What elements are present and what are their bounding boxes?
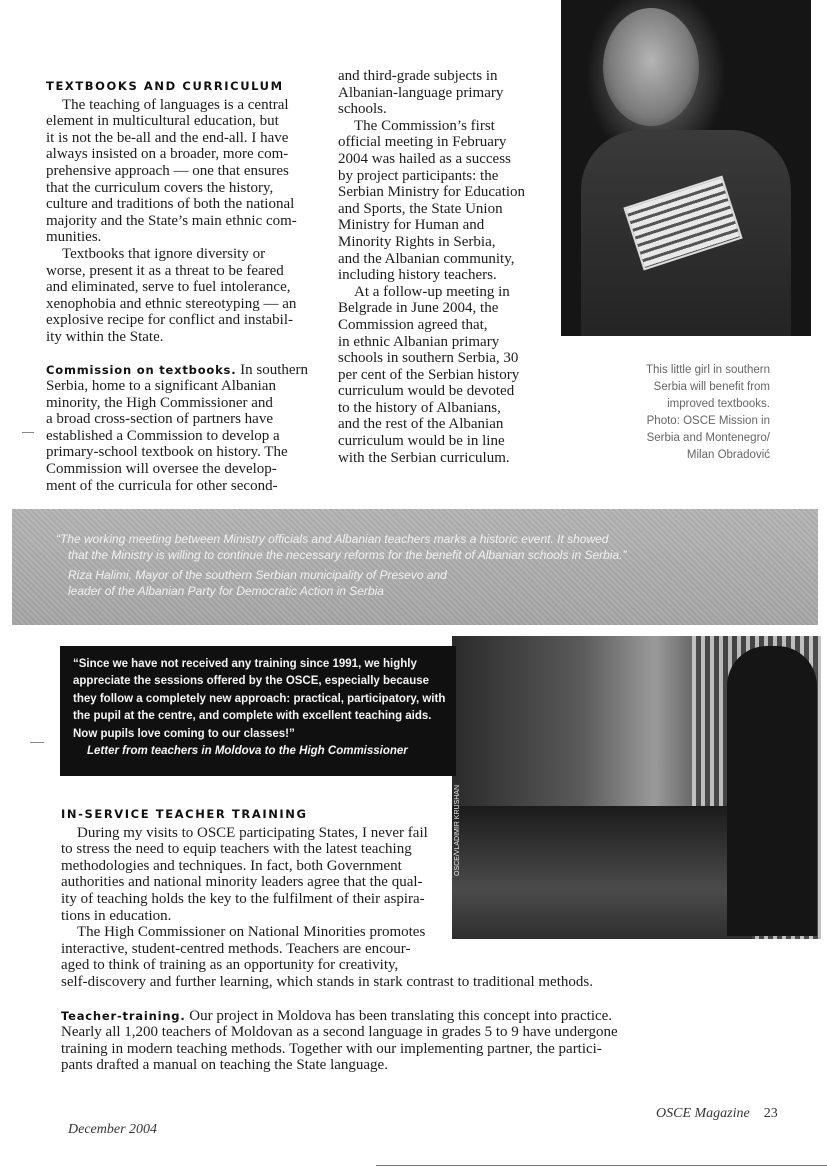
text-line: Nearly all 1,200 teachers of Moldovan as a second language in grades 5 to 9 have undergone bbox=[61, 1024, 618, 1041]
text-line: to the history of Albanians, bbox=[338, 399, 501, 416]
paragraph-languages bbox=[46, 97, 326, 246]
photo-credit: OSCE/VLADIMIR KRUSHAN bbox=[454, 784, 461, 876]
text-line: ment of the curricula for other second- bbox=[46, 477, 278, 494]
section-heading-training: IN-SERVICE TEACHER TRAINING bbox=[61, 807, 308, 821]
text-line: and eliminated, serve to fuel intolerance, bbox=[46, 279, 291, 296]
text-line: Commission agreed that, bbox=[338, 316, 488, 333]
left-column bbox=[46, 78, 326, 494]
text-line: to stress the need to equip teachers with the latest teaching bbox=[61, 841, 412, 858]
text-line: methodologies and techniques. In fact, both Government bbox=[61, 857, 402, 874]
text-line: pants drafted a manual on teaching the State language. bbox=[61, 1057, 388, 1074]
text-line: Minority Rights in Serbia, bbox=[338, 233, 496, 250]
text-line: interactive, student-centred methods. Teachers are encour- bbox=[61, 940, 411, 957]
text-line: and Sports, the State Union bbox=[338, 200, 503, 217]
text-line: schools in southern Serbia, 30 bbox=[338, 350, 519, 367]
text-line: and the rest of the Albanian bbox=[338, 416, 504, 433]
text-line: tions in education. bbox=[61, 907, 172, 924]
runin-heading-teacher-training: Teacher-training. bbox=[61, 1008, 186, 1023]
text-line: The High Commissioner on National Minorities promotes bbox=[77, 924, 426, 941]
text-line: that the curriculum covers the history, bbox=[46, 179, 274, 196]
footer-date: December 2004 bbox=[68, 1122, 158, 1137]
text-line: always insisted on a broader, more com- bbox=[46, 146, 289, 163]
photo-teacher bbox=[727, 646, 817, 936]
quote-line: “Since we have not received any training since 1991, we highly bbox=[73, 658, 417, 670]
middle-column bbox=[338, 68, 548, 466]
text-line: prehensive approach — one that ensures bbox=[46, 162, 289, 179]
text-line: curriculum would be in line bbox=[338, 433, 505, 450]
caption-line: Serbia and Montenegro/ bbox=[646, 432, 770, 444]
page-number: 23 bbox=[763, 1106, 778, 1121]
text-line: Commission will oversee the develop- bbox=[46, 461, 277, 478]
runin-heading-commission: Commission on textbooks. bbox=[46, 362, 237, 377]
paragraph-teacher-training bbox=[61, 1008, 631, 1074]
paragraph-commission bbox=[46, 362, 326, 495]
photo-subject-face bbox=[603, 8, 699, 126]
text-line: established a Commission to develop a bbox=[46, 427, 280, 444]
attribution-line: Riza Halimi, Mayor of the southern Serbian municipality of Presevo and bbox=[68, 568, 447, 582]
margin-mark bbox=[22, 432, 34, 433]
pull-quote-text bbox=[56, 531, 627, 563]
bottom-rule bbox=[376, 1165, 827, 1166]
text-line: 2004 was hailed as a success bbox=[338, 150, 511, 167]
paragraph-textbooks-diversity bbox=[46, 246, 326, 346]
text-line: element in multicultural education, but bbox=[46, 113, 279, 130]
text-line: The teaching of languages is a central bbox=[62, 96, 289, 113]
text-line: minority, the High Commissioner and bbox=[46, 394, 273, 411]
text-line: At a follow-up meeting in bbox=[354, 283, 510, 300]
text-line: ity of teaching holds the key to the fulfilment of their aspira- bbox=[61, 890, 425, 907]
text-line: including history teachers. bbox=[338, 267, 497, 284]
text-line: primary-school textbook on history. The bbox=[46, 444, 288, 461]
text-line: xenophobia and ethnic stereotyping — an bbox=[46, 295, 297, 312]
text-line: per cent of the Serbian history bbox=[338, 366, 520, 383]
text-line: curriculum would be devoted bbox=[338, 383, 515, 400]
attribution-line: leader of the Albanian Party for Democratic Action in Serbia bbox=[68, 584, 384, 598]
margin-mark bbox=[30, 742, 44, 743]
text-line: munities. bbox=[46, 229, 102, 246]
text-line: Textbooks that ignore diversity or bbox=[62, 245, 266, 262]
caption-line: improved textbooks. bbox=[667, 398, 770, 410]
text-line: self-discovery and further learning, which stands in stark contrast to traditional methods. bbox=[61, 973, 593, 990]
text-line: by project participants: the bbox=[338, 167, 499, 184]
quote-line: Now pupils love coming to our classes!” bbox=[73, 727, 295, 740]
quote-line: appreciate the sessions offered by the OSCE, especially because bbox=[73, 675, 430, 688]
quote-line: “The working meeting between Ministry officials and Albanian teachers marks a historic event. It showed bbox=[56, 532, 609, 546]
text-line: explosive recipe for conflict and instabil- bbox=[46, 312, 293, 329]
text-line: aged to think of training as an opportunity for creativity, bbox=[61, 957, 399, 974]
text-line: schools. bbox=[338, 101, 387, 118]
text-fragment: Our project in Moldova has been translating this concept into practice. bbox=[185, 1007, 613, 1024]
caption-line: This little girl in southern bbox=[646, 364, 770, 376]
training-section bbox=[61, 806, 631, 1074]
text-line: worse, present it as a threat to be feared bbox=[46, 262, 284, 279]
quote-line: that the Ministry is willing to continue the necessary reforms for the benefit of Albanian schools in Serbia.” bbox=[68, 548, 627, 562]
teacher-quote-box bbox=[60, 646, 456, 776]
text-line: Albanian-language primary bbox=[338, 84, 504, 101]
text-line: Serbia, home to a significant Albanian bbox=[46, 378, 276, 395]
text-line: authorities and national minority leaders agree that the qual- bbox=[61, 874, 423, 891]
caption-line: Milan Obradović bbox=[686, 449, 770, 461]
paragraph-osce-visits bbox=[61, 825, 631, 925]
text-line: ity within the State. bbox=[46, 328, 164, 345]
pull-quote-attribution bbox=[68, 567, 447, 599]
text-line: a broad cross-section of partners have bbox=[46, 411, 273, 428]
footer-magazine bbox=[656, 1106, 778, 1122]
photo-girl-with-textbook bbox=[561, 0, 811, 336]
text-line: it is not the be-all and the end-all. I have bbox=[46, 129, 289, 146]
section-heading-textbooks: TEXTBOOKS AND CURRICULUM bbox=[46, 79, 284, 93]
quote-line: they follow a completely new approach: practical, participatory, with bbox=[73, 692, 446, 705]
text-line: Ministry for Human and bbox=[338, 217, 485, 234]
text-fragment: In southern bbox=[236, 361, 309, 378]
photo-caption bbox=[620, 362, 770, 464]
caption-line: Photo: OSCE Mission in bbox=[646, 415, 770, 427]
text-line: The Commission’s first bbox=[354, 117, 495, 134]
text-line: culture and traditions of both the national bbox=[46, 196, 295, 213]
text-line: Serbian Ministry for Education bbox=[338, 184, 526, 201]
text-line: training in modern teaching methods. Together with our implementing partner, the partici- bbox=[61, 1040, 602, 1057]
text-line: in ethnic Albanian primary bbox=[338, 333, 500, 350]
caption-line: Serbia will benefit from bbox=[653, 381, 770, 393]
text-line: official meeting in February bbox=[338, 134, 507, 151]
text-line: Belgrade in June 2004, the bbox=[338, 300, 499, 317]
text-line: majority and the State’s main ethnic com- bbox=[46, 212, 297, 229]
quote-attribution: Letter from teachers in Moldova to the High Commissioner bbox=[87, 745, 408, 758]
pull-quote-band bbox=[12, 509, 818, 625]
magazine-title: OSCE Magazine bbox=[656, 1106, 750, 1121]
quote-line: the pupil at the centre, and complete with excellent teaching aids. bbox=[73, 710, 432, 723]
text-line: with the Serbian curriculum. bbox=[338, 449, 510, 466]
text-line: and third-grade subjects in bbox=[338, 68, 498, 84]
text-line: and the Albanian community, bbox=[338, 250, 515, 267]
paragraph-interactive-methods bbox=[61, 924, 631, 990]
text-line: During my visits to OSCE participating States, I never fail bbox=[77, 824, 428, 841]
